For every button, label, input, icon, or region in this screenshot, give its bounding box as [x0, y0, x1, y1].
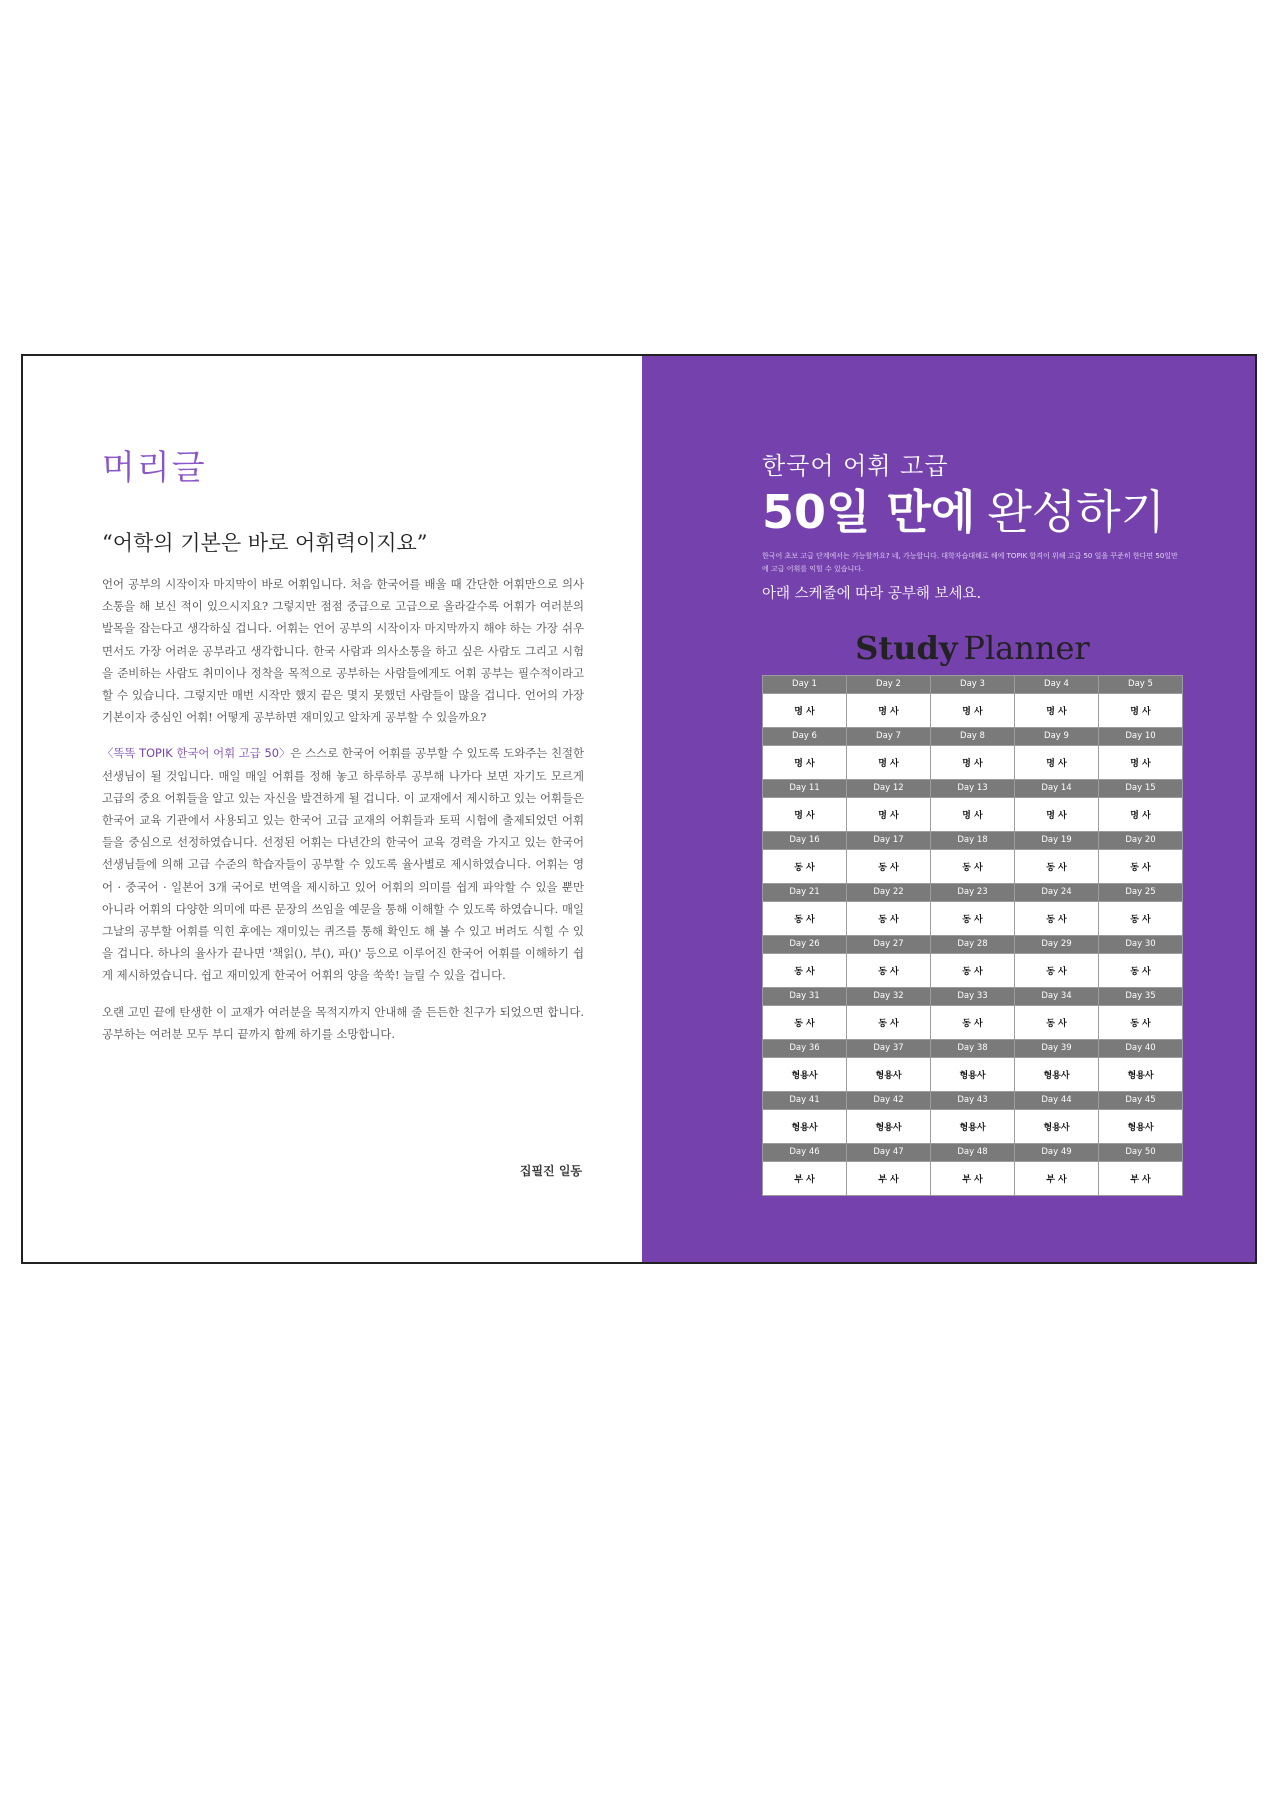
planner-day-row [763, 831, 1183, 849]
planner-day-label: Day 6 [763, 727, 847, 745]
planner-pos-row [763, 1057, 1183, 1091]
planner-day-label: Day 2 [847, 675, 931, 693]
series-title: 한국어 어휘 고급 [762, 452, 949, 480]
planner-title-study: Study [855, 628, 958, 667]
planner-day-label: Day 4 [1015, 675, 1099, 693]
planner-day-label: Day 21 [763, 883, 847, 901]
planner-pos-cell: 동 사 [1015, 953, 1099, 987]
planner-pos-cell: 동 사 [1099, 1005, 1183, 1039]
planner-pos-cell: 동 사 [1099, 953, 1183, 987]
planner-pos-row [763, 1161, 1183, 1195]
preface-paragraph-1: 언어 공부의 시작이자 마지막이 바로 어휘입니다. 처음 한국어를 배울 때 간단한 어휘만으로 의사소통을 해 보신 적이 있으시지요? 그렇지만 점점 중급으로 고급으로 올라갈수록 어휘가 여러분의 발목을 잡는다고 생각하실 겁니다. 어휘는 언어 공부의 시작이자 마지막까지 해야 하는 가장 쉬우면서도 가장 어려운 공부라고 생각합니다. 한국 사람과 의사소통을 하고 싶은 사람도 그리고 시험을 준비하는 사람도 취미이나 정착을 목적으로 공부하는 사람들에게도 어휘 공부는 필수적이라고 할 수 있습니다. 그렇지만 매번 시작만 했지 끝은 몇지 못했던 사람들이 많을 겁니다. 언어의 가장 기본이자 중심인 어휘! 어떻게 공부하면 재미있고 알차게 공부할 수 있을까요? [102, 577, 584, 725]
planner-pos-cell: 명 사 [1099, 745, 1183, 779]
planner-day-label: Day 31 [763, 987, 847, 1005]
planner-pos-cell: 동 사 [763, 953, 847, 987]
main-title [762, 487, 1215, 538]
planner-pos-cell: 동 사 [847, 849, 931, 883]
planner-day-label: Day 29 [1015, 935, 1099, 953]
planner-page [642, 356, 1255, 1262]
planner-day-row [763, 935, 1183, 953]
planner-day-label: Day 25 [1099, 883, 1183, 901]
planner-day-label: Day 45 [1099, 1091, 1183, 1109]
planner-pos-cell: 동 사 [931, 953, 1015, 987]
planner-pos-cell: 명 사 [1099, 693, 1183, 727]
planner-day-label: Day 13 [931, 779, 1015, 797]
preface-paragraph-3: 오랜 고민 끝에 탄생한 이 교재가 여러분을 목적지까지 안내해 줄 든든한 친구가 되었으면 합니다. 공부하는 여러분 모두 부디 끝까지 함께 하기를 소망합니다. [102, 1004, 584, 1041]
planner-day-row [763, 727, 1183, 745]
planner-pos-cell: 동 사 [1015, 901, 1099, 935]
planner-pos-cell: 명 사 [931, 745, 1015, 779]
planner-day-label: Day 44 [1015, 1091, 1099, 1109]
planner-day-label: Day 19 [1015, 831, 1099, 849]
planner-day-label: Day 16 [763, 831, 847, 849]
schedule-instruction: 아래 스케줄에 따라 공부해 보세요. [762, 585, 982, 602]
planner-day-label: Day 23 [931, 883, 1015, 901]
preface-page [23, 356, 642, 1262]
planner-day-label: Day 15 [1099, 779, 1183, 797]
planner-day-label: Day 24 [1015, 883, 1099, 901]
planner-day-row [763, 1091, 1183, 1109]
planner-day-label: Day 32 [847, 987, 931, 1005]
planner-day-row [763, 987, 1183, 1005]
planner-title-planner: Planner [963, 628, 1090, 667]
planner-day-label: Day 5 [1099, 675, 1183, 693]
book-title-reference: 〈똑똑 TOPIK 한국어 어휘 고급 50〉 [102, 746, 291, 761]
planner-pos-cell: 부 사 [847, 1161, 931, 1195]
planner-day-row [763, 675, 1183, 693]
preface-paragraph-2 [102, 742, 584, 986]
planner-day-label: Day 10 [1099, 727, 1183, 745]
planner-pos-cell: 명 사 [931, 797, 1015, 831]
planner-day-label: Day 7 [847, 727, 931, 745]
planner-day-label: Day 39 [1015, 1039, 1099, 1057]
intro-text: 한국어 초보 고급 단계에서는 가능할까요? 네, 가능합니다. 대학자습대해로 해에 TOPIK 합격이 위해 고급 50 일을 꾸준히 한다면 50일만에 고급 어휘를 익힐 수 있습니다. [762, 551, 1178, 573]
planner-day-label: Day 12 [847, 779, 931, 797]
planner-pos-cell: 명 사 [763, 693, 847, 727]
planner-pos-cell: 부 사 [931, 1161, 1015, 1195]
study-planner-grid [762, 675, 1183, 1196]
planner-day-label: Day 3 [931, 675, 1015, 693]
planner-pos-cell: 명 사 [763, 745, 847, 779]
planner-pos-row [763, 901, 1183, 935]
planner-pos-row [763, 1109, 1183, 1143]
planner-day-label: Day 17 [847, 831, 931, 849]
planner-pos-cell: 형용사 [931, 1109, 1015, 1143]
planner-pos-cell: 동 사 [1015, 1005, 1099, 1039]
planner-day-label: Day 40 [1099, 1039, 1183, 1057]
planner-pos-cell: 명 사 [1015, 797, 1099, 831]
planner-day-row [763, 1143, 1183, 1161]
planner-day-label: Day 1 [763, 675, 847, 693]
planner-pos-cell: 동 사 [847, 901, 931, 935]
main-title-light: 완성하기 [987, 485, 1166, 539]
planner-day-label: Day 34 [1015, 987, 1099, 1005]
planner-pos-cell: 동 사 [763, 901, 847, 935]
preface-title: 머리글 [102, 448, 207, 488]
planner-day-label: Day 46 [763, 1143, 847, 1161]
planner-pos-cell: 형용사 [1099, 1109, 1183, 1143]
planner-pos-cell: 동 사 [1099, 901, 1183, 935]
planner-day-label: Day 42 [847, 1091, 931, 1109]
planner-pos-cell: 부 사 [763, 1161, 847, 1195]
planner-day-label: Day 26 [763, 935, 847, 953]
planner-day-label: Day 20 [1099, 831, 1183, 849]
planner-day-label: Day 47 [847, 1143, 931, 1161]
planner-day-label: Day 28 [931, 935, 1015, 953]
planner-day-label: Day 49 [1015, 1143, 1099, 1161]
planner-pos-cell: 부 사 [1015, 1161, 1099, 1195]
planner-pos-cell: 명 사 [1099, 797, 1183, 831]
planner-day-label: Day 37 [847, 1039, 931, 1057]
planner-title [762, 629, 1183, 667]
planner-day-label: Day 41 [763, 1091, 847, 1109]
planner-day-label: Day 50 [1099, 1143, 1183, 1161]
planner-pos-cell: 명 사 [847, 797, 931, 831]
planner-pos-cell: 형용사 [847, 1109, 931, 1143]
planner-pos-cell: 형용사 [1099, 1057, 1183, 1091]
planner-pos-cell: 형용사 [763, 1057, 847, 1091]
planner-pos-cell: 명 사 [1015, 693, 1099, 727]
planner-day-label: Day 36 [763, 1039, 847, 1057]
planner-pos-cell: 형용사 [763, 1109, 847, 1143]
planner-pos-cell: 명 사 [931, 693, 1015, 727]
planner-day-label: Day 30 [1099, 935, 1183, 953]
planner-pos-cell: 명 사 [847, 745, 931, 779]
planner-day-label: Day 22 [847, 883, 931, 901]
planner-pos-row [763, 745, 1183, 779]
planner-day-row [763, 779, 1183, 797]
planner-pos-row [763, 953, 1183, 987]
planner-pos-cell: 동 사 [1099, 849, 1183, 883]
planner-day-label: Day 18 [931, 831, 1015, 849]
main-title-bold: 50일 만에 [762, 485, 976, 539]
planner-pos-row [763, 693, 1183, 727]
planner-pos-cell: 동 사 [931, 849, 1015, 883]
planner-pos-row [763, 797, 1183, 831]
planner-pos-cell: 동 사 [763, 1005, 847, 1039]
planner-pos-cell: 명 사 [847, 693, 931, 727]
planner-pos-cell: 동 사 [847, 953, 931, 987]
planner-pos-cell: 동 사 [847, 1005, 931, 1039]
planner-pos-cell: 형용사 [1015, 1057, 1099, 1091]
planner-day-row [763, 1039, 1183, 1057]
planner-day-label: Day 38 [931, 1039, 1015, 1057]
preface-signature: 집필진 일동 [519, 1164, 582, 1178]
planner-day-label: Day 27 [847, 935, 931, 953]
planner-pos-cell: 명 사 [763, 797, 847, 831]
planner-day-label: Day 33 [931, 987, 1015, 1005]
planner-pos-cell: 동 사 [931, 1005, 1015, 1039]
planner-day-label: Day 43 [931, 1091, 1015, 1109]
planner-day-label: Day 14 [1015, 779, 1099, 797]
planner-pos-cell: 형용사 [1015, 1109, 1099, 1143]
planner-day-label: Day 8 [931, 727, 1015, 745]
planner-pos-row [763, 1005, 1183, 1039]
planner-pos-cell: 형용사 [931, 1057, 1015, 1091]
planner-pos-row [763, 849, 1183, 883]
book-spread [21, 354, 1257, 1264]
preface-quote: “어학의 기본은 바로 어휘력이지요” [102, 531, 428, 555]
planner-day-label: Day 11 [763, 779, 847, 797]
planner-pos-cell: 명 사 [1015, 745, 1099, 779]
planner-pos-cell: 형용사 [847, 1057, 931, 1091]
planner-day-row [763, 883, 1183, 901]
planner-pos-cell: 동 사 [1015, 849, 1099, 883]
planner-day-label: Day 9 [1015, 727, 1099, 745]
planner-day-label: Day 35 [1099, 987, 1183, 1005]
planner-pos-cell: 부 사 [1099, 1161, 1183, 1195]
preface-paragraph-2-text: 은 스스로 한국어 어휘를 공부할 수 있도록 도와주는 친절한 선생님이 될 것입니다. 매일 매일 어휘를 정해 놓고 하루하루 공부해 나가다 보면 자기도 모르게 고급의 중요 어휘들을 알고 있는 자신을 발견하게 될 겁니다. 이 교재에서 제시하고 있는 어휘들은 한국어 교육 기관에서 사용되고 있는 한국어 고급 교재의 어휘들과 토픽 시험에 출제되었던 어휘들을 중심으로 선정하였습니다. 선정된 어휘는 다년간의 한국어 교육 경력을 가지고 있는 한국어 선생님들에 의해 고급 수준의 학습자들이 공부할 수 있도록 율사별로 제시하였습니다. 어휘는 영어 · 중국어 · 일본어 3개 국어로 번역을 제시하고 있어 어휘의 의미를 쉽게 파악할 수 있을 뿐만 아니라 어휘의 다양한 의미에 따른 문장의 쓰임을 예문을 통해 이해할 수 있도록 하였습니다. 매일 그날의 공부할 어휘를 익힌 후에는 재미있는 퀴즈를 통해 확인도 해 볼 수 있고 버려도 식힐 수 있을 겁니다. 하나의 율사가 끝나면 '책읽(), 부(), 파()' 등으로 이루어진 한국어 어휘를 이해하기 쉽게 제시하였습니다. 쉽고 재미있게 한국어 어휘의 양을 쑥쑥! 늘릴 수 있을 겁니다. [102, 746, 584, 983]
planner-pos-cell: 동 사 [931, 901, 1015, 935]
planner-pos-cell: 동 사 [763, 849, 847, 883]
planner-day-label: Day 48 [931, 1143, 1015, 1161]
